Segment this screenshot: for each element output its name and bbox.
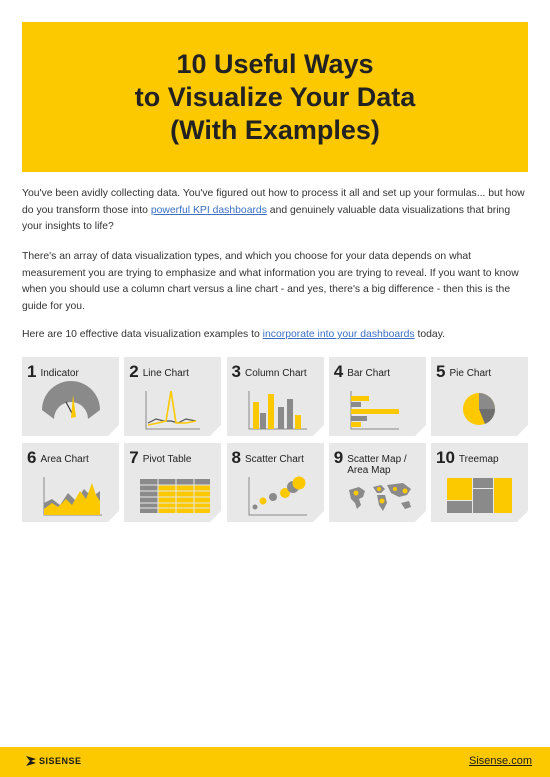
tile-bar-chart[interactable]	[329, 357, 426, 436]
intro-paragraph-1	[22, 186, 530, 236]
gauge-icon	[22, 357, 119, 436]
area-chart-icon	[22, 443, 119, 522]
pie-chart-icon	[431, 357, 528, 436]
tile-label: Scatter Chart	[244, 454, 304, 465]
sisense-logo	[26, 756, 82, 766]
title-line-3: (With Examples)	[170, 114, 380, 145]
tile-number: 4	[333, 362, 344, 381]
tile-label: Pivot Table	[142, 454, 192, 465]
title-line-2: to Visualize Your Data	[134, 81, 416, 112]
column-chart-icon	[227, 357, 324, 436]
tile-number: 2	[129, 362, 139, 381]
tile-label: Treemap	[458, 454, 499, 465]
intro-paragraph-3	[22, 327, 530, 344]
intro-text-2: There's an array of data visualization types, and which you choose for your data depends on what measurement you are trying to emphasize and what information you are trying to reveal. If you want to know when you should use a column chart versus a line chart - and yes, there's a big difference - then this is the guide for you.	[22, 251, 519, 312]
intro-text-1b: and genuinely valuable data visualizations that bring your insights to life?	[22, 204, 511, 232]
tile-label: Indicator	[40, 368, 79, 379]
tile-pie-chart[interactable]	[431, 357, 528, 436]
tile-label: Column Chart	[244, 368, 307, 379]
title-line-1: 10 Useful Ways	[176, 48, 374, 79]
tile-number: 7	[129, 448, 139, 467]
line-chart-icon	[124, 357, 221, 436]
tile-label: Scatter Map / Area Map	[347, 454, 407, 476]
tile-number: 1	[27, 362, 37, 381]
tile-number: 3	[231, 362, 241, 381]
tile-number: 6	[27, 448, 37, 467]
treemap-icon	[431, 443, 528, 522]
tile-number: 8	[231, 448, 241, 467]
tile-label: Line Chart	[142, 368, 189, 379]
world-map-icon	[329, 443, 426, 522]
site-link[interactable]: Sisense.com	[469, 755, 532, 767]
pivot-table-icon	[124, 443, 221, 522]
intro-text-3b: today.	[414, 329, 446, 340]
tile-number: 10	[436, 448, 455, 467]
incorporate-dashboards-link[interactable]: incorporate into your dashboards	[262, 329, 415, 340]
tile-label: Bar Chart	[347, 368, 391, 379]
tile-number: 9	[333, 448, 344, 467]
footer-bar	[0, 747, 550, 777]
tile-label: Pie Chart	[449, 368, 492, 379]
tile-label: Area Chart	[40, 454, 89, 465]
tile-treemap[interactable]	[431, 443, 528, 522]
tile-indicator[interactable]	[22, 357, 119, 436]
logo-text: SISENSE	[39, 756, 82, 766]
kpi-dashboards-link[interactable]: powerful KPI dashboards	[150, 204, 267, 216]
tile-pivot-table[interactable]	[124, 443, 221, 522]
tile-scatter-chart[interactable]	[227, 443, 324, 522]
intro-paragraph-2	[22, 249, 530, 315]
tile-number: 5	[436, 362, 446, 381]
visualization-grid	[22, 357, 528, 522]
tile-scatter-map[interactable]	[329, 443, 426, 522]
intro-text-3a: Here are 10 effective data visualization examples to	[22, 329, 263, 340]
bar-chart-icon	[329, 357, 426, 436]
tile-line-chart[interactable]	[124, 357, 221, 436]
title-banner	[22, 22, 528, 172]
scatter-chart-icon	[227, 443, 324, 522]
sisense-logo-icon	[26, 756, 36, 766]
intro-text-1a: You've been avidly collecting data. You've figured out how to process it all and set up your formulas... but how do you transform those into	[22, 188, 525, 216]
tile-area-chart[interactable]	[22, 443, 119, 522]
tile-column-chart[interactable]	[227, 357, 324, 436]
